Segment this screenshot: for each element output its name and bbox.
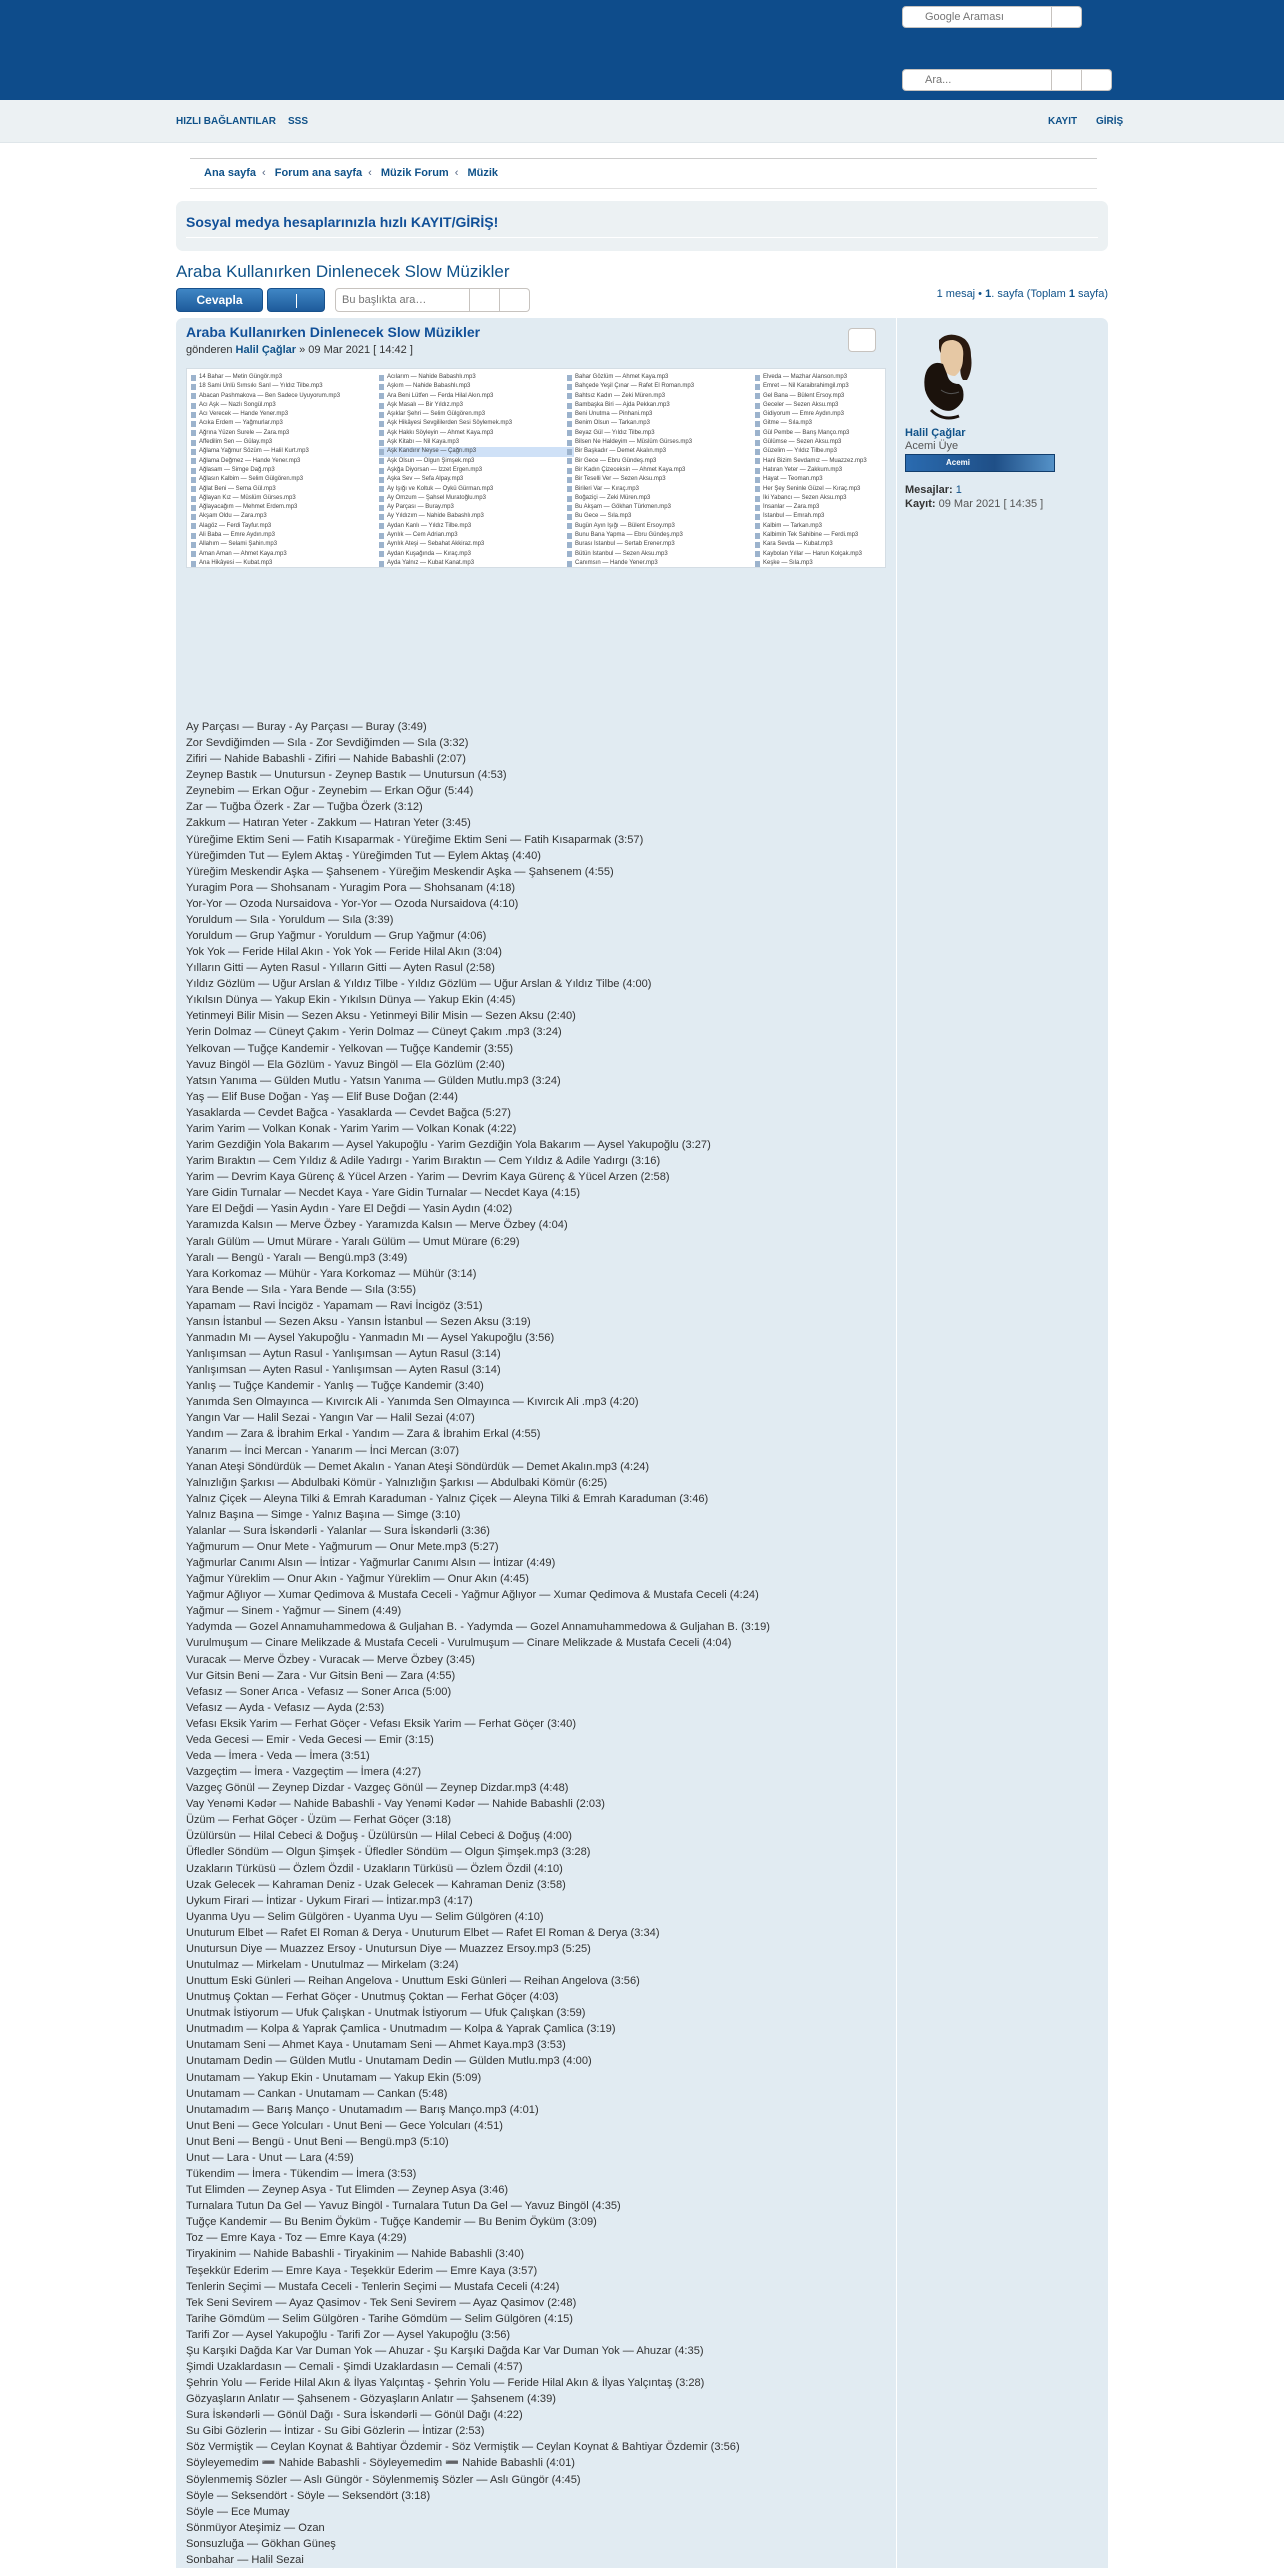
song-line: Yaralı Gülüm — Umut Mürare - Yaralı Gülüm — Umut Mürare (6:29) [186, 1235, 520, 1248]
attached-image[interactable] [186, 368, 886, 568]
crumb-music[interactable]: Müzik [467, 167, 499, 179]
song-line: Söyle — Ece Mumay [186, 2505, 290, 2518]
crumb-sep: ‹ [368, 167, 372, 179]
song-line: Tükendim — İmera - Tükendim — İmera (3:53) [186, 2168, 417, 2181]
song-line: Unuttum Eski Günleri — Reihan Angelova - Unuttum Eski Günleri — Reihan Angelova (3:56) [186, 1975, 640, 1988]
song-line: Zeynebim — Erkan Oğur - Zeynebim — Erkan Oğur (5:44) [186, 785, 474, 798]
attachment-file-entry: Keşke — Sıla.mp3 [755, 559, 886, 568]
attachment-file-entry: Hatıran Yeter — Zakkum.mp3 [755, 466, 886, 475]
song-line: Yarim — Devrim Kaya Gürenç & Yücel Arzen - Yarim — Devrim Kaya Gürenç & Yücel Arzen (2:58) [186, 1171, 670, 1184]
attachment-file-entry: Bir Gece — Ebru Gündeş.mp3 [567, 457, 762, 466]
site-search-button[interactable] [1052, 69, 1082, 91]
song-line: Yoruldum — Grup Yağmur - Yoruldum — Grup Yağmur (4:06) [186, 930, 487, 943]
attachment-file-entry: Ay Parçası — Buray.mp3 [379, 503, 574, 512]
song-line: Yatsın Yanıma — Gülden Mutlu - Yatsın Yanıma — Gülden Mutlu.mp3 (3:24) [186, 1074, 561, 1087]
song-line: Üzüm — Ferhat Göçer - Üzüm — Ferhat Göçer (3:18) [186, 1814, 452, 1827]
song-line: Yanımda Sen Olmayınca — Kıvırcık Ali - Yanımda Sen Olmayınca — Kıvırcık Ali .mp3 (4:20) [186, 1396, 639, 1409]
attachment-file-entry: Bunu Bana Yapma — Ebru Gündeş.mp3 [567, 531, 762, 540]
reply-button[interactable]: Cevapla [176, 288, 263, 312]
topic-title[interactable]: Araba Kullanırken Dinlenecek Slow Müzikler [176, 262, 510, 281]
attachment-file-entry: Aşıklar Şehri — Selim Gülgören.mp3 [379, 410, 574, 419]
joined-label: Kayıt: [905, 498, 936, 510]
song-line: Yarim Gezdiğin Yola Bakarım — Aysel Yakupoğlu - Yarim Gezdiğin Yola Bakarım — Aysel Yakupoğlu (3:27) [186, 1139, 711, 1152]
post-title[interactable]: Araba Kullanırken Dinlenecek Slow Müzikler [186, 324, 481, 340]
crumb-forum-index[interactable]: Forum ana sayfa [274, 167, 363, 179]
song-line: Tenlerin Seçimi — Mustafa Ceceli - Tenlerin Seçimi — Mustafa Ceceli (4:24) [186, 2280, 560, 2293]
attachment-file-entry: Bugün Ayın Işığı — Bülent Ersoy.mp3 [567, 522, 762, 531]
topic-actions [176, 288, 530, 312]
profile-username[interactable]: Halil Çağlar [905, 427, 966, 439]
song-line: Yüreğime Ektim Seni — Fatih Kısaparmak - Yüreğime Ektim Seni — Fatih Kısaparmak (3:57) [186, 833, 644, 846]
song-line: Yanmadın Mı — Aysel Yakupoğlu - Yanmadın Mı — Aysel Yakupoğlu (3:56) [186, 1331, 555, 1344]
attachment-file-entry: Gidiyorum — Emre Aydın.mp3 [755, 410, 886, 419]
attachment-file-entry: Acı Verecek — Hande Yener.mp3 [191, 410, 386, 419]
song-line: Unut — Lara - Unut — Lara (4:59) [186, 2151, 354, 2164]
attachment-file-entry: Gitme — Sıla.mp3 [755, 419, 886, 428]
total-pages: 1 [1068, 288, 1075, 300]
author-profile [896, 318, 1096, 2568]
song-line: Yanarım — İnci Mercan - Yanarım — İnci Mercan (3:07) [186, 1444, 460, 1457]
attachment-file-entry: Ağlayacağım — Mehmet Erdem.mp3 [191, 503, 386, 512]
song-line: Unutursun Diye — Muazzez Ersoy - Unutursun Diye — Muazzez Ersoy.mp3 (5:25) [186, 1942, 591, 1955]
song-line: Yüreğimden Tut — Eylem Aktaş - Yüreğimden Tut — Eylem Aktaş (4:40) [186, 849, 541, 862]
song-line: Veda — İmera - Veda — İmera (3:51) [186, 1750, 370, 1762]
site-header [0, 0, 1284, 100]
song-line: Yılların Gitti — Ayten Rasul - Yılların Gitti — Ayten Rasul (2:58) [186, 962, 495, 975]
song-line: Yaş — Elif Buse Doğan - Yaş — Elif Buse Doğan (2:44) [186, 1090, 458, 1103]
attachment-file-entry: Canımsın — Hande Yener.mp3 [567, 559, 762, 568]
attachment-file-entry: Aşk Hikâyesi Sevgililerden Sesi Söylemek.mp3 [379, 419, 574, 428]
attachment-file-entry: İki Yabancı — Sezen Aksu.mp3 [755, 494, 886, 503]
song-line: Yangın Var — Halil Sezai - Yangın Var — Halil Sezai (4:07) [186, 1412, 475, 1425]
song-line: Yalanlar — Sura İskəndərli - Yalanlar — Sura İskəndərli (3:36) [186, 1524, 490, 1537]
pagination-text: 1 mesaj • [936, 288, 986, 300]
song-line: Yetinmeyi Bilir Misin — Sezen Aksu - Yetinmeyi Bilir Misin — Sezen Aksu (2:40) [186, 1010, 576, 1023]
google-search [902, 6, 1082, 28]
quote-button[interactable] [848, 328, 876, 352]
song-line: Sonsuzluğa — Gökhan Güneş [186, 2537, 336, 2550]
attachment-file-entry: Ağrına Yüzen Surele — Zara.mp3 [191, 429, 386, 438]
song-line: Tuğçe Kandemir — Bu Benim Öyküm - Tuğçe Kandemir — Bu Benim Öyküm (3:09) [186, 2216, 597, 2229]
attachment-file-entry: Ayrılık Ateşi — Sebahat Akkiraz.mp3 [379, 540, 574, 549]
attachment-file-entry: Aşkım — Nahide Babashlı.mp3 [379, 382, 574, 391]
attachment-file-entry: Burası İstanbul — Sertab Erener.mp3 [567, 540, 762, 549]
nav-faq[interactable]: SSS [288, 116, 309, 127]
joined-date: 09 Mar 2021 [ 14:35 ] [938, 498, 1044, 510]
attachment-file-entry: Beni Unutma — Pinhani.mp3 [567, 410, 762, 419]
song-line: Üfledler Söndüm — Olgun Şimşek - Üfledler Söndüm — Olgun Şimşek.mp3 (3:28) [186, 1846, 591, 1859]
attachment-file-entry: Hayat — Teoman.mp3 [755, 475, 886, 484]
song-line: Yağmurlar Canımı Alsın — İntizar - Yağmurlar Canımı Alsın — İntizar (4:49) [186, 1557, 556, 1570]
attachment-file-entry: Affedilim Sen — Gülay.mp3 [191, 438, 386, 447]
profile-rank: Acemi Üye [905, 440, 959, 452]
attachment-file-entry: Ali Baba — Emre Aydın.mp3 [191, 531, 386, 540]
song-line: Yerin Dolmaz — Cüneyt Çakım - Yerin Dolmaz — Cüneyt Çakım .mp3 (3:24) [186, 1026, 562, 1039]
song-line: Yağmurum — Onur Mete - Yağmurum — Onur Mete.mp3 (5:27) [186, 1540, 499, 1553]
attachment-file-entry: Aydan Kanlı — Yıldız Tilbe.mp3 [379, 522, 574, 531]
song-line: Yağmur Yüreklim — Onur Akın - Yağmur Yüreklim — Onur Akın (4:45) [186, 1573, 530, 1586]
rank-badge-label: Acemi [946, 458, 971, 467]
attachment-file-entry: Ağlama Yağmur Sözüm — Halil Kurt.mp3 [191, 447, 386, 456]
attachment-file-entry: Benim Olsun — Tarkan.mp3 [567, 419, 762, 428]
song-line: Yalnız Başına — Simge - Yalnız Başına — Simge (3:10) [186, 1508, 461, 1521]
song-line: Unut Beni — Gece Yolcuları - Unut Beni — Gece Yolcuları (4:51) [186, 2119, 503, 2132]
song-line: Sonbahar — Halil Sezai [186, 2553, 304, 2566]
divider [190, 158, 1097, 159]
crumb-home[interactable]: Ana sayfa [204, 167, 256, 179]
song-line: Yalnız Çiçek — Aleyna Tilki & Emrah Karaduman - Yalnız Çiçek — Aleyna Tilki & Emrah Karaduman (3:46) [186, 1492, 709, 1505]
song-line: Yasaklarda — Cevdet Bağca - Yasaklarda — Cevdet Bağca (5:27) [186, 1106, 511, 1119]
song-line: Yarim Yarim — Volkan Konak - Yarim Yarim — Volkan Konak (4:22) [186, 1122, 517, 1135]
post-date: » 09 Mar 2021 [ 14:42 ] [296, 344, 413, 356]
song-line: Vazgeç Gönül — Zeynep Dizdar - Vazgeç Gönül — Zeynep Dizdar.mp3 (4:48) [186, 1782, 569, 1795]
attachment-file-entry: Akşam Oldu — Zara.mp3 [191, 512, 386, 521]
attachment-column [755, 373, 886, 568]
song-line: Unutamam Dedin — Gülden Mutlu - Unutamam Dedin — Gülden Mutlu.mp3 (4:00) [186, 2055, 592, 2068]
attachment-file-entry: Aman Aman — Ahmet Kaya.mp3 [191, 550, 386, 559]
attachment-file-entry: Kalbimin Tek Sahibine — Ferdi.mp3 [755, 531, 886, 540]
divider [190, 188, 1097, 189]
profile-posts [905, 484, 962, 496]
song-line: Şehrin Yolu — Feride Hilal Akın & İlyas Yalçıntaş - Şehrin Yolu — Feride Hilal Akın & İlyas Yalçıntaş (3:28) [186, 2377, 705, 2390]
song-line: Vuracak — Merve Özbey - Vuracak — Merve Özbey (3:45) [186, 1653, 475, 1666]
post-author-line [186, 344, 413, 356]
song-line: Vur Gitsin Beni — Zara - Vur Gitsin Beni — Zara (4:55) [186, 1669, 456, 1682]
attachment-file-entry: Birileri Var — Kıraç.mp3 [567, 485, 762, 494]
attachment-file-entry: Bilsen Ne Haldeyim — Müslüm Gürses.mp3 [567, 438, 762, 447]
attachment-file-entry: Aşk Olsun — Olgun Şimşek.mp3 [379, 457, 574, 466]
attachment-file-entry: Bir Kadın Çizeceksin — Ahmet Kaya.mp3 [567, 466, 762, 475]
topic-search [335, 288, 530, 312]
song-line: Sönmüyor Ateşimiz — Ozan [186, 2521, 325, 2534]
attachment-file-entry: Beyaz Gül — Yıldız Tilbe.mp3 [567, 429, 762, 438]
attachment-file-entry: Bütün İstanbul — Sezen Aksu.mp3 [567, 550, 762, 559]
song-line: Yara Korkomaz — Mühür - Yara Korkomaz — Mühür (3:14) [186, 1267, 477, 1280]
attachment-file-entry: Geceler — Sezen Aksu.mp3 [755, 401, 886, 410]
attachment-file-entry: Allahım — Selami Şahin.mp3 [191, 540, 386, 549]
attachment-file-entry: Alagöz — Ferdi Tayfur.mp3 [191, 522, 386, 531]
song-line: Gözyaşların Anlatır — Şahsenem - Gözyaşların Anlatır — Şahsenem (4:39) [186, 2393, 556, 2406]
attachment-file-entry: Bir Başkadır — Demet Akalın.mp3 [567, 447, 762, 456]
song-line: Yanlışımsan — Aytun Rasul - Yanlışımsan — Aytun Rasul (3:14) [186, 1348, 501, 1361]
attachment-column [567, 373, 762, 568]
attachment-file-entry: Ay Yıldızım — Nahide Babashlı.mp3 [379, 512, 574, 521]
nav-login[interactable]: GİRİŞ [1096, 116, 1124, 127]
song-line: Yansın İstanbul — Sezen Aksu - Yansın İstanbul — Sezen Aksu (3:19) [186, 1315, 531, 1328]
song-line: Yelkovan — Tuğçe Kandemir - Yelkovan — Tuğçe Kandemir (3:55) [186, 1042, 514, 1055]
song-line: Zeynep Bastık — Unutursun - Zeynep Bastık — Unutursun (4:53) [186, 769, 507, 782]
attachment-file-entry: Boğaziçi — Zeki Müren.mp3 [567, 494, 762, 503]
attachment-file-entry: Bu Akşam — Gökhan Türkmen.mp3 [567, 503, 762, 512]
attachment-file-entry: Ağlama Değmez — Hande Yener.mp3 [191, 457, 386, 466]
song-line: Unutamam — Cankan - Unutamam — Cankan (5:48) [186, 2087, 448, 2100]
song-line: Turnalara Tutun Da Gel — Yavuz Bingöl - Turnalara Tutun Da Gel — Yavuz Bingöl (4:35) [186, 2200, 621, 2213]
song-line: Zakkum — Hatıran Yeter - Zakkum — Hatıran Yeter (3:45) [186, 817, 471, 830]
attachment-file-entry: Gel Bana — Bülent Ersoy.mp3 [755, 392, 886, 401]
attachment-file-entry: Ana Hikâyesi — Kubat.mp3 [191, 559, 386, 568]
social-login-heading[interactable]: Sosyal medya hesaplarınızla hızlı KAYIT/GİRİŞ! [186, 214, 499, 230]
song-list [186, 719, 886, 2568]
attachment-file-entry: Ağlat Beni — Sema Gül.mp3 [191, 485, 386, 494]
song-line: Yarim Bıraktın — Cem Yıldız & Adile Yadırgı - Yarim Bıraktın — Cem Yıldız & Adile Yadırgı (3:16) [186, 1155, 661, 1168]
song-line: Yalnızlığın Şarkısı — Abdulbaki Kömür - Yalnızlığın Şarkısı — Abdulbaki Kömür (6:25) [186, 1476, 608, 1489]
song-line: Söylenmemiş Sözler — Aslı Güngör - Söylenmemiş Sözler — Aslı Güngör (4:45) [186, 2473, 581, 2486]
attachment-file-entry: İstanbul — Emrah.mp3 [755, 512, 886, 521]
song-line: Tut Elimden — Zeynep Asya - Tut Elimden — Zeynep Asya (3:46) [186, 2184, 509, 2197]
attachment-file-entry: Aşk Hakkı Söyleyin — Ahmet Kaya.mp3 [379, 429, 574, 438]
song-line: Zor Sevdiğimden — Sıla - Zor Sevdiğimden — Sıla (3:32) [186, 737, 469, 750]
song-line: Toz — Emre Kaya - Toz — Emre Kaya (4:29) [186, 2232, 407, 2245]
song-line: Unutmadım — Kolpa & Yaprak Çamlica - Unutmadım — Kolpa & Yaprak Çamlica (3:19) [186, 2023, 616, 2036]
song-line: Üzülürsün — Hilal Cebeci & Doğuş - Üzülürsün — Hilal Cebeci & Doğuş (4:00) [186, 1830, 572, 1843]
song-line: Unuturum Elbet — Rafet El Roman & Derya - Unuturum Elbet — Rafet El Roman & Derya (3:34) [186, 1926, 660, 1939]
song-line: Yare Gidin Turnalar — Necdet Kaya - Yare Gidin Turnalar — Necdet Kaya (4:15) [186, 1187, 581, 1200]
song-line: Söyleyemedim ➖ Nahide Babashli - Söyleyemedim ➖ Nahide Babashli (4:01) [186, 2457, 575, 2470]
attachment-file-entry: Acı Aşk — Nazlı Songül.mp3 [191, 401, 386, 410]
song-line: Yüreğim Meskendir Aşka — Şahsenem - Yüreğim Meskendir Aşka — Şahsenem (4:55) [186, 865, 614, 878]
song-line: Söz Vermiştik — Ceylan Koynat & Bahtiyar Özdemir - Söz Vermiştik — Ceylan Koynat & Bahtiyar Özdemir (3:56) [186, 2441, 740, 2454]
song-line: Vefası Eksik Yarim — Ferhat Göçer - Vefası Eksik Yarim — Ferhat Göçer (3:40) [186, 1717, 577, 1730]
song-line: Yağmur Ağlıyor — Xumar Qedimova & Mustafa Ceceli - Yağmur Ağlıyor — Xumar Qedimova & Mustafa Ceceli (4:24) [186, 1589, 759, 1602]
song-line: Unut Beni — Bengü - Unut Beni — Bengü.mp3 (5:10) [186, 2135, 449, 2148]
crumb-sep: ‹ [454, 167, 459, 179]
divider [186, 237, 1098, 238]
song-line: Tiryakinim — Nahide Babashli - Tiryakinim — Nahide Babashli (3:40) [186, 2248, 525, 2261]
attachment-file-entry: Aşk Kitabı — Nil Kaya.mp3 [379, 438, 574, 447]
attachment-file-entry: İnsanlar — Zara.mp3 [755, 503, 886, 512]
attachment-file-entry: Bu Gece — Sıla.mp3 [567, 512, 762, 521]
post [176, 318, 1108, 2568]
avatar[interactable] [919, 330, 983, 424]
attachment-file-entry: Gül Pembe — Barış Manço.mp3 [755, 429, 886, 438]
google-search-button[interactable] [1052, 6, 1082, 28]
attachment-file-entry: Bahçede Yeşil Çınar — Rafet El Roman.mp3 [567, 382, 762, 391]
attachment-file-entry: Kalbim — Tarkan.mp3 [755, 522, 886, 531]
song-line: Tarifi Zor — Aysel Yakupoğlu - Tarifi Zor — Aysel Yakupoğlu (3:56) [186, 2328, 511, 2341]
rank-badge-image [905, 454, 1055, 472]
attachment-file-entry: Kaybolan Yıllar — Harun Kolçak.mp3 [755, 550, 886, 559]
attachment-file-entry: Ayrılık — Cem Adrian.mp3 [379, 531, 574, 540]
attachment-file-entry: Her Şey Seninle Güzel — Kıraç.mp3 [755, 485, 886, 494]
song-line: Uzak Gelecek — Kahraman Deniz - Uzak Gelecek — Kahraman Deniz (3:58) [186, 1878, 566, 1891]
topic-advanced-search-button[interactable] [500, 288, 530, 312]
attachment-file-entry: Ağlasın Kalbim — Selim Gülgören.mp3 [191, 475, 386, 484]
attachment-file-entry: Ayda Yalnız — Kubat Kanat.mp3 [379, 559, 574, 568]
song-line: Yara Bende — Sıla - Yara Bende — Sıla (3:55) [186, 1283, 417, 1296]
site-search [902, 69, 1112, 91]
song-line: Yaramızda Kalsın — Merve Özbey - Yaramızda Kalsın — Merve Özbey (4:04) [186, 1219, 568, 1232]
song-line: Yaralı — Bengü - Yaralı — Bengü.mp3 (3:49) [186, 1251, 408, 1264]
pagination-info [937, 288, 1108, 300]
topic-search-button[interactable] [470, 288, 500, 312]
current-page: 1 [985, 288, 992, 300]
song-line: Yıldız Gözlüm — Uğur Arslan & Yıldız Tilbe - Yıldız Gözlüm — Uğur Arslan & Yıldız Tilbe (4:00) [186, 978, 652, 991]
attachment-file-entry: Hani Bizim Sevdamız — Muazzez.mp3 [755, 457, 886, 466]
song-line: Zar — Tuğba Özerk - Zar — Tuğba Özerk (3:12) [186, 801, 423, 814]
song-line: Yanlışımsan — Ayten Rasul - Yanlışımsan — Ayten Rasul (3:14) [186, 1364, 501, 1377]
attachment-file-entry: 14 Bahar — Metin Güngör.mp3 [191, 373, 386, 382]
song-line: Yanlış — Tuğçe Kandemir - Yanlış — Tuğçe Kandemir (3:40) [186, 1380, 484, 1393]
attachment-file-entry: Aydan Kuşağında — Kıraç.mp3 [379, 550, 574, 559]
attachment-file-entry: Ağlasam — Simge Dağ.mp3 [191, 466, 386, 475]
crumb-sep: ‹ [261, 167, 266, 179]
attachment-file-entry: Aşk Kandırır Neyse — Çağrı.mp3 [379, 447, 574, 456]
song-line: Vefasız — Ayda - Vefasız — Ayda (2:53) [186, 1701, 385, 1714]
song-line: Şu Karşıki Dağda Kar Var Duman Yok — Ahuzar - Şu Karşıki Dağda Kar Var Duman Yok — Ahuzar (4:35) [186, 2344, 704, 2357]
attachment-file-entry: Acılarım — Nahide Babashlı.mp3 [379, 373, 574, 382]
song-line: Unutamam Seni — Ahmet Kaya - Unutamam Seni — Ahmet Kaya.mp3 (3:53) [186, 2039, 566, 2052]
song-line: Vefasız — Soner Arıca - Vefasız — Soner Arıca (5:00) [186, 1685, 452, 1698]
song-line: Yapamam — Ravi İncigöz - Yapamam — Ravi İncigöz (3:51) [186, 1299, 483, 1312]
attachment-file-entry: Aşka Sev — Sefa Alpay.mp3 [379, 475, 574, 484]
song-line: Uyanma Uyu — Selim Gülgören - Uyanma Uyu — Selim Gülgören (4:10) [186, 1910, 544, 1923]
attachment-file-entry: Ağlayan Kız — Müslüm Gürses.mp3 [191, 494, 386, 503]
song-line: Yavuz Bingöl — Ela Gözlüm - Yavuz Bingöl — Ela Gözlüm (2:40) [186, 1058, 505, 1071]
song-line: Zifiri — Nahide Babashli - Zifiri — Nahide Babashli (2:07) [186, 753, 466, 766]
song-line: Unutulmaz — Mirkelam - Unutulmaz — Mirkelam (3:24) [186, 1959, 459, 1972]
advanced-search-button[interactable] [1082, 69, 1112, 91]
song-line: Vay Yenəmi Kədər — Nahide Babashli - Vay Yenəmi Kədər — Nahide Babashli (2:03) [186, 1798, 605, 1811]
attachment-file-entry: Ara Beni Lütfen — Ferda Hilal Akın.mp3 [379, 392, 574, 401]
profile-joined [905, 498, 1043, 510]
song-line: Veda Gecesi — Emir - Veda Gecesi — Emir (3:15) [186, 1733, 434, 1746]
post-author-link[interactable]: Halil Çağlar [235, 344, 297, 356]
attachment-column [379, 373, 574, 568]
attachment-column [191, 373, 386, 568]
song-line: Uykum Firari — İntizar - Uykum Firari — İntizar.mp3 (4:17) [186, 1894, 473, 1907]
song-line: Söyle — Seksendört - Söyle — Seksendört (3:18) [186, 2489, 431, 2502]
attachment-file-entry: Bambaşka Biri — Ajda Pekkan.mp3 [567, 401, 762, 410]
attachment-file-entry: Abacan Pashmakova — Ben Sadece Uyuyorum.mp3 [191, 392, 386, 401]
topic-search-input[interactable] [335, 288, 470, 312]
song-line: Yor-Yor — Ozoda Nursaidova - Yor-Yor — Ozoda Nursaidova (4:10) [186, 897, 519, 910]
song-line: Unutmuş Çoktan — Ferhat Göçer - Unutmuş Çoktan — Ferhat Göçer (4:03) [186, 1991, 559, 2004]
pagination-text: sayfa) [1074, 288, 1108, 300]
song-line: Su Gibi Gözlerin — İntizar - Su Gibi Gözlerin — İntizar (2:53) [186, 2425, 485, 2438]
crumb-music-forum[interactable]: Müzik Forum [380, 167, 449, 179]
attachment-file-entry: Aşk Masalı — Bir Yıldız.mp3 [379, 401, 574, 410]
song-line: Yağmur — Sinem - Yağmur — Sinem (4:49) [186, 1605, 402, 1618]
song-line: Şimdi Uzaklardasın — Cemali - Şimdi Uzaklardasın — Cemali (4:57) [186, 2360, 523, 2373]
song-line: Unutamam — Yakup Ekin - Unutamam — Yakup Ekin (5:09) [186, 2071, 482, 2084]
attachment-file-entry: 18 Sami Ünlü Sımsıkı Sarıl — Yıldız Tilbe.mp3 [191, 382, 386, 391]
attachment-file-entry: Elveda — Mazhar Alanson.mp3 [755, 373, 886, 382]
song-line: Yıkılsın Dünya — Yakup Ekin - Yıkılsın Dünya — Yakup Ekin (4:45) [186, 994, 516, 1007]
attachment-file-entry: Güzelim — Yıldız Tilbe.mp3 [755, 447, 886, 456]
song-line: Yoruldum — Sıla - Yoruldum — Sıla (3:39) [186, 913, 394, 926]
attachment-file-entry: Aşkğa Diyorsan — İzzet Ergen.mp3 [379, 466, 574, 475]
song-line: Unutamadım — Barış Manço - Unutamadım — Barış Manço.mp3 (4:01) [186, 2103, 539, 2116]
social-login-panel [176, 201, 1108, 251]
attachment-file-entry: Gülümse — Sezen Aksu.mp3 [755, 438, 886, 447]
breadcrumb [204, 167, 498, 179]
song-line: Tarihe Gömdüm — Selim Gülgören - Tarihe Gömdüm — Selim Gülgören (4:15) [186, 2312, 573, 2325]
song-line: Teşekkür Ederim — Emre Kaya - Teşekkür Ederim — Emre Kaya (3:57) [186, 2264, 538, 2277]
song-line: Yare El Değdi — Yasin Aydın - Yare El Değdi — Yasin Aydın (4:02) [186, 1203, 513, 1216]
nav-quick-links[interactable]: HIZLI BAĞLANTILAR [176, 116, 276, 127]
nav-bar [0, 100, 1284, 143]
site-search-input[interactable] [902, 69, 1052, 91]
song-line: Yadymda — Gozel Annamuhammedowa & Guljahan B. - Yadymda — Gozel Annamuhammedowa & Guljahan B. (3:19) [186, 1621, 770, 1634]
author-prefix: gönderen [186, 344, 236, 356]
attachment-file-entry: Acıka Erdem — Yağmurlar.mp3 [191, 419, 386, 428]
song-line: Vurulmuşum — Cinare Melikzade & Mustafa Ceceli - Vurulmuşum — Cinare Melikzade & Mustafa Ceceli (4:04) [186, 1637, 732, 1650]
attachment-file-entry: Bahar Gözlüm — Ahmet Kaya.mp3 [567, 373, 762, 382]
song-line: Vazgeçtim — İmera - Vazgeçtim — İmera (4:27) [186, 1766, 422, 1779]
song-line: Yanan Ateşi Söndürdük — Demet Akalın - Yanan Ateşi Söndürdük — Demet Akalın.mp3 (4:24) [186, 1460, 650, 1473]
attachment-file-entry: Bir Teselli Ver — Sezen Aksu.mp3 [567, 475, 762, 484]
nav-register[interactable]: KAYIT [1048, 116, 1078, 127]
song-line: Sura İskəndərli — Gönül Dağı - Sura İskəndərli — Gönül Dağı (4:22) [186, 2409, 523, 2422]
song-line: Ay Parçası — Buray - Ay Parçası — Buray (3:49) [186, 721, 427, 733]
attachment-file-entry: Bahtsız Kadın — Zeki Müren.mp3 [567, 392, 762, 401]
song-line: Yok Yok — Feride Hilal Akın - Yok Yok — Feride Hilal Akın (3:04) [186, 946, 502, 959]
pagination-text: . sayfa (Toplam [991, 288, 1069, 300]
attachment-file-entry: Emret — Nil Karaibrahimgil.mp3 [755, 382, 886, 391]
posts-count-link[interactable]: 1 [955, 484, 962, 496]
song-line: Yandım — Zara & İbrahim Erkal - Yandım — Zara & İbrahim Erkal (4:55) [186, 1428, 541, 1441]
song-line: Yuragim Pora — Shohsanam - Yuragim Pora — Shohsanam (4:18) [186, 881, 516, 894]
posts-label: Mesajlar: [905, 484, 953, 496]
topic-tools-button[interactable] [267, 288, 325, 312]
song-line: Unutmak İstiyorum — Ufuk Çalışkan - Unutmak İstiyorum — Ufuk Çalışkan (3:59) [186, 2007, 586, 2020]
attachment-file-entry: Ay Omzum — Şahsel Muratoğlu.mp3 [379, 494, 574, 503]
song-line: Uzakların Türküsü — Özlem Özdil - Uzakların Türküsü — Özlem Özdil (4:10) [186, 1862, 563, 1875]
attachment-file-entry: Ay Işığı ve Koltuk — Öykü Gürman.mp3 [379, 485, 574, 494]
song-line: Tek Seni Sevirem — Ayaz Qasimov - Tek Seni Sevirem — Ayaz Qasimov (2:48) [186, 2296, 577, 2309]
attachment-file-entry: Kara Sevda — Kubat.mp3 [755, 540, 886, 549]
google-search-input[interactable] [902, 6, 1052, 28]
